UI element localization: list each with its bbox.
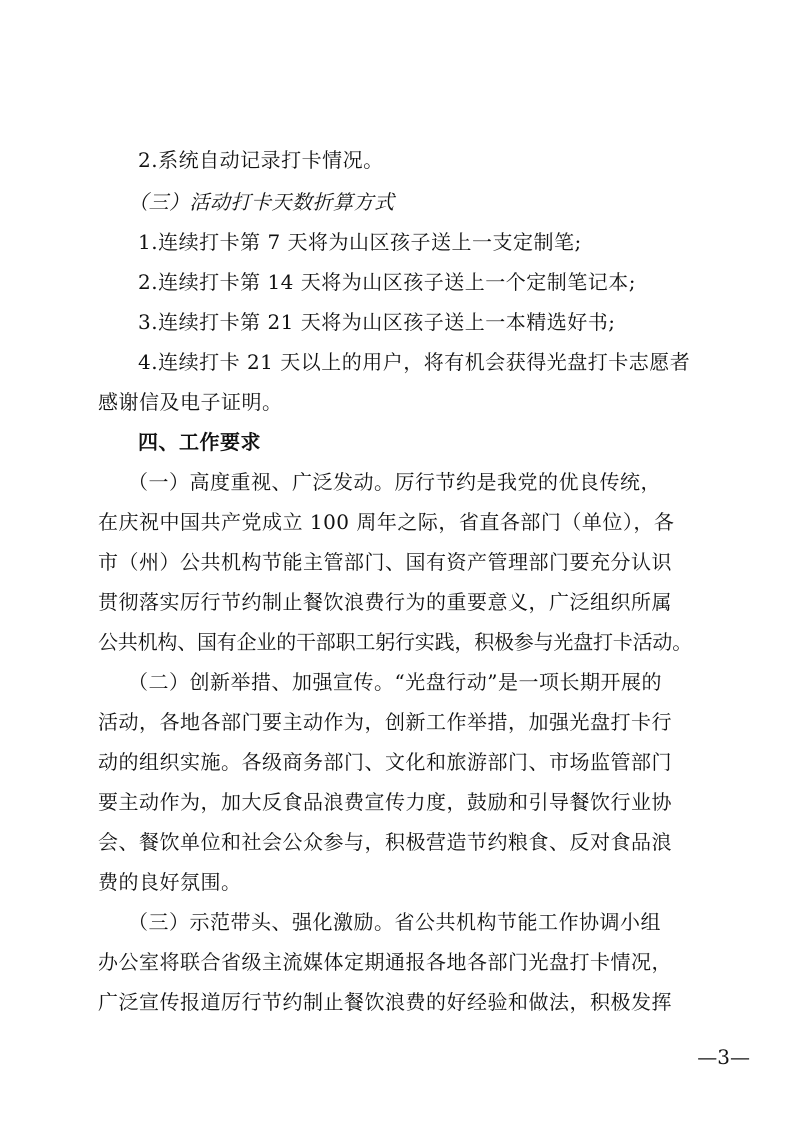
text-line: 广泛宣传报道厉行节约制止餐饮浪费的好经验和做法，积极发挥 <box>98 990 672 1014</box>
text-line: 动的组织实施。各级商务部门、文化和旅游部门、市场监管部门 <box>98 750 672 774</box>
text-line: 贯彻落实厉行节约制止餐饮浪费行为的重要意义，广泛组织所属 <box>98 590 672 614</box>
text-line: （三）示范带头、强化激励。省公共机构节能工作协调小组 <box>128 910 661 934</box>
text-line: 公共机构、国有企业的干部职工躬行实践，积极参与光盘打卡活动。 <box>98 630 692 654</box>
text-line: 费的良好氛围。 <box>98 870 242 894</box>
text-line: 4.连续打卡 21 天以上的用户，将有机会获得光盘打卡志愿者 <box>138 350 691 374</box>
text-line: 市（州）公共机构节能主管部门、国有资产管理部门要充分认识 <box>98 550 672 574</box>
text-line: 3.连续打卡第 21 天将为山区孩子送上一本精选好书; <box>138 310 616 334</box>
text-line: 会、餐饮单位和社会公众参与，积极营造节约粮食、反对食品浪 <box>98 830 672 854</box>
text-line: 活动，各地各部门要主动作为，创新工作举措，加强光盘打卡行 <box>98 710 672 734</box>
subheading-line: （三）活动打卡天数折算方式 <box>128 190 395 214</box>
text-line: （二）创新举措、加强宣传。“光盘行动”是一项长期开展的 <box>128 670 662 694</box>
text-line: 要主动作为，加大反食品浪费宣传力度，鼓励和引导餐饮行业协 <box>98 790 672 814</box>
text-line: 办公室将联合省级主流媒体定期通报各地各部门光盘打卡情况， <box>98 950 672 974</box>
text-line: 感谢信及电子证明。 <box>98 390 283 414</box>
text-line: （一）高度重视、广泛发动。厉行节约是我党的优良传统， <box>128 470 661 494</box>
text-line: 2.系统自动记录打卡情况。 <box>138 148 384 172</box>
section-heading: 四、工作要求 <box>138 430 261 454</box>
text-line: 2.连续打卡第 14 天将为山区孩子送上一个定制笔记本; <box>138 270 636 294</box>
text-line: 1.连续打卡第 7 天将为山区孩子送上一支定制笔; <box>138 230 582 254</box>
text-line: 在庆祝中国共产党成立 100 周年之际，省直各部门（单位），各 <box>98 510 675 534</box>
page-number: —3— <box>697 1045 750 1069</box>
